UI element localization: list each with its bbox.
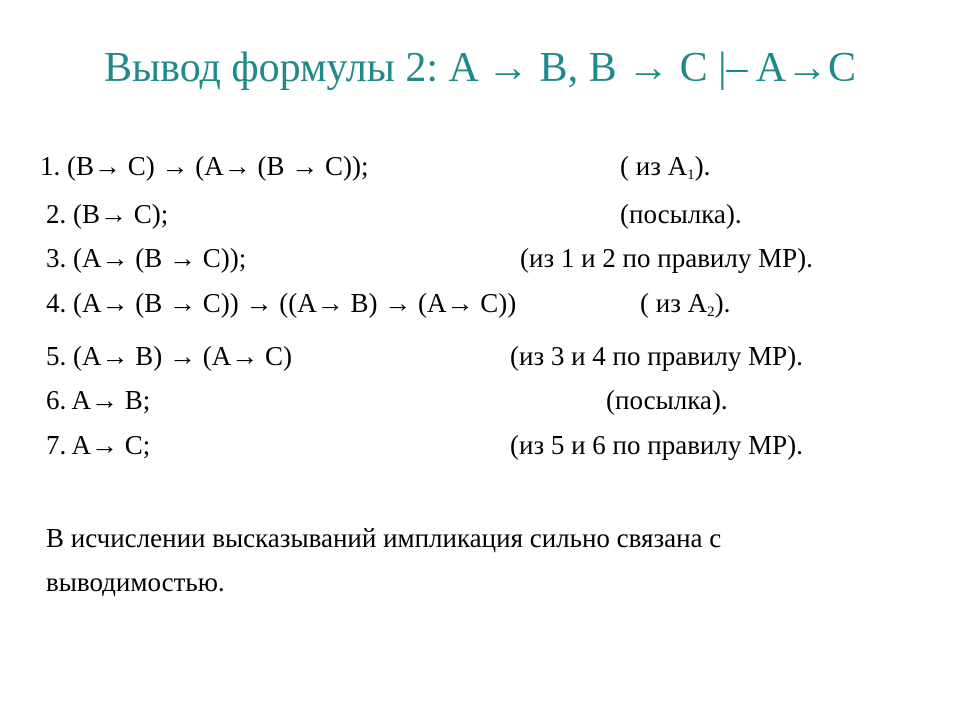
step-justification: (из 1 и 2 по правилу MP). <box>520 243 813 273</box>
step-formula: 6. A→ B; <box>46 385 151 415</box>
step-justification: (из 3 и 4 по правилу MP). <box>510 341 803 371</box>
step-formula: 5. (A→ B) → (A→ C) <box>46 341 292 371</box>
note-paragraph: В исчислении высказываний импликация сильно связана с выводимостью. <box>46 523 722 597</box>
step-justification: (из 5 и 6 по правилу MP). <box>510 430 803 460</box>
step-justification: (посылка). <box>620 199 742 229</box>
slide-title: Вывод формулы 2: A → B, B → C |– A→C <box>103 45 857 91</box>
step-formula: 4. (A→ (B → C)) → ((A→ B) → (A→ C)) <box>46 288 517 318</box>
step-formula: 2. (B→ C); <box>46 199 169 229</box>
step-justification: (посылка). <box>606 385 728 415</box>
step-formula: 7. A→ C; <box>46 430 151 460</box>
step-justification: ( из $A_2$). <box>640 288 731 320</box>
step-justification: ( из $A_1$). <box>620 151 711 183</box>
step-formula: 1. (B→ C) → (A→ (B → C)); <box>40 151 369 181</box>
step-formula: 3. (A→ (B → C)); <box>46 243 247 273</box>
